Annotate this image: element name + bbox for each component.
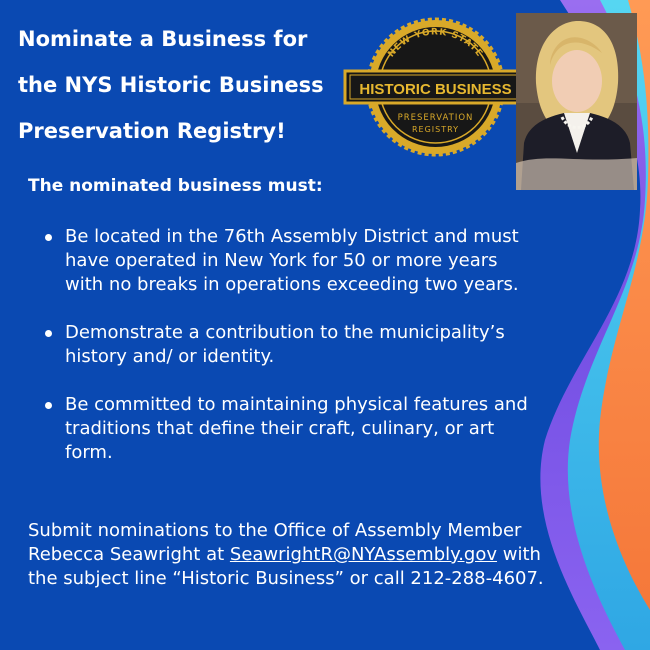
criteria-text: Be located in the 76th Assembly District and must have operated in New York for 50 or more years with no breaks in operations exceeding two years. bbox=[65, 226, 519, 295]
historic-business-seal bbox=[343, 16, 528, 158]
criteria-text: Be committed to maintaining physical features and traditions that define their craft, culinary, or art form. bbox=[65, 394, 528, 463]
title-line: Preservation Registry! bbox=[18, 119, 286, 143]
seal-bottom-text: REGISTRY bbox=[411, 125, 460, 134]
email-link[interactable]: SeawrightR@NYAssembly.gov bbox=[229, 544, 498, 565]
page-title bbox=[18, 16, 348, 154]
criteria-item bbox=[45, 225, 535, 297]
contact-text: Submit nominations to the Office of Assembly Member Rebecca Seawright at bbox=[28, 520, 522, 565]
criteria-list bbox=[45, 225, 535, 489]
contact-text: with the subject line “Historic Business” or call 212-288-4607. bbox=[28, 544, 544, 589]
criteria-item bbox=[45, 321, 535, 369]
seal-bottom-text: PRESERVATION bbox=[397, 113, 474, 123]
title-line: the NYS Historic Business bbox=[18, 73, 324, 97]
contact-paragraph bbox=[28, 519, 548, 591]
seal-top-text: NEW YORK STATE bbox=[386, 27, 485, 60]
criteria-text: Demonstrate a contribution to the municipality’s history and/ or identity. bbox=[65, 322, 505, 367]
portrait-photo bbox=[516, 13, 637, 190]
bullet-icon bbox=[45, 330, 52, 337]
title-line: Nominate a Business for bbox=[18, 27, 308, 51]
seal-banner-text: HISTORIC BUSINESS bbox=[359, 81, 512, 98]
criteria-item bbox=[45, 393, 535, 465]
criteria-heading: The nominated business must: bbox=[28, 176, 323, 196]
bullet-icon bbox=[45, 402, 52, 409]
bullet-icon bbox=[45, 234, 52, 241]
